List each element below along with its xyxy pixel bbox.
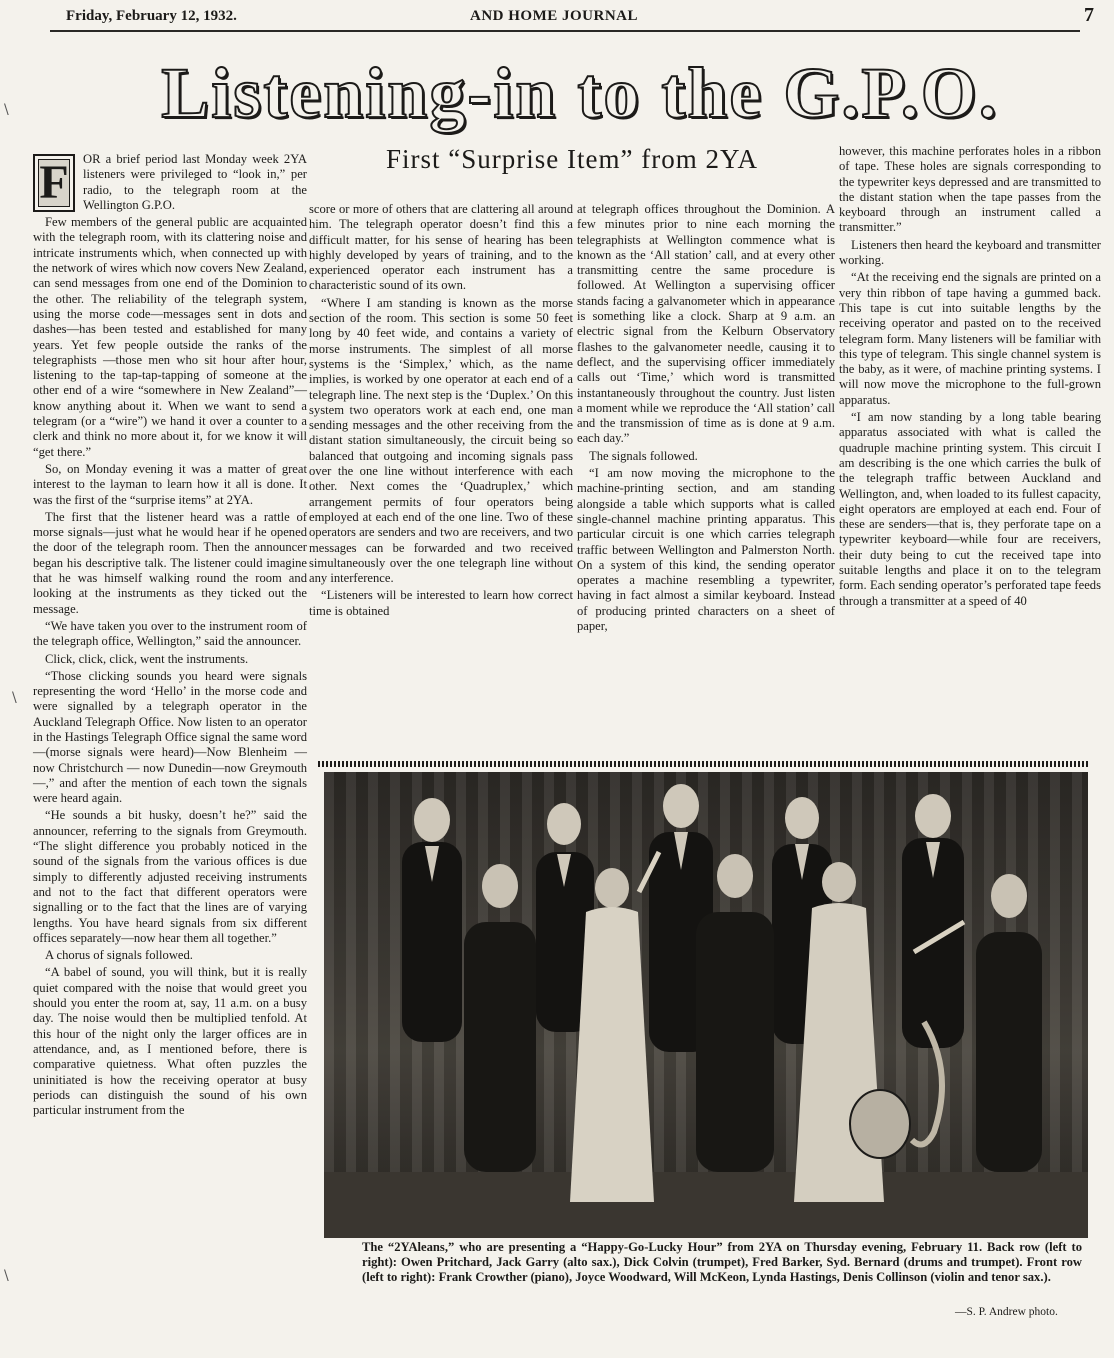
- column-1-paragraphs: [33, 152, 307, 1118]
- issue-date: Friday, February 12, 1932.: [66, 8, 237, 24]
- article-column-1: [33, 152, 307, 1120]
- page-number: 7: [1084, 4, 1094, 26]
- paragraph: score or more of others that are clattering all around him. The telegraph operator doesn’t find this a difficult matter, for his sense of hearing has been highly developed by years of training, and to the experienced operator each instrument has a characteristic sound of its own.: [309, 202, 573, 293]
- band-figures: [324, 772, 1088, 1238]
- decorative-divider: [318, 761, 1088, 767]
- margin-mark: \: [12, 690, 17, 706]
- paragraph: at telegraph offices throughout the Dominion. A few minutes prior to nine each morning the telegraphists at Wellington commence what is known as the ‘All station’ call, and at every other transmitting centre the same procedure is followed. At Wellington a supervising officer stands facing a galvanometer which in appearance is something like a clock. Sharp at 9 a.m. an electric signal from the Kelburn Observatory flashes to the galvanometer needle, causing it to deflect, and the supervising officer immediately calls out ‘Time,’ which word is transmitted instantaneously throughout the country. Just listen a moment while we reproduce the ‘All station’ call and the transmission of time as is done at 9 a.m. each day.”: [577, 202, 835, 446]
- paragraph: “Those clicking sounds you heard were signals representing the word ‘Hello’ in the morse code and were signalled by a telegraph operator in the Auckland Telegraph Office. Now listen to an operator in the Hastings Telegraph Office signal the same word —(morse signals were heard)—Now Blenheim — now Christchurch — now Dunedin—now Greymouth—,” and after the mention of each town the signals were heard again.: [33, 668, 307, 806]
- drop-cap: F: [33, 154, 75, 212]
- article-subtitle: First “Surprise Item” from 2YA: [386, 144, 758, 174]
- paragraph: “Listeners will be interested to learn how correct time is obtained: [309, 588, 573, 618]
- paragraph: “Where I am standing is known as the morse section of the room. This section is some 50 feet long by 40 feet wide, and contains a variety of morse instruments. The simplest of all morse systems is the ‘Simplex,’ which, as the name implies, is worked by one operator at each end of a telegraph line. The next step is the ‘Duplex.’ On this system two operators work at each end, one man sending messages and the other receiving from the distant station simultaneously, the circuit being so balanced that outgoing and incoming signals pass over the one line without interference with each other. Next comes the ‘Quadruplex,’ which arrangement permits of four operators being employed at each end of the one line. Two of these operators are senders and two are receivers, and two messages can be forwarded and two received simultaneously over the one telegraph line without any interference.: [309, 295, 573, 586]
- margin-mark: \: [4, 102, 9, 118]
- paragraph: Listeners then heard the keyboard and transmitter working.: [839, 237, 1101, 268]
- paragraph: A chorus of signals followed.: [45, 948, 193, 963]
- article-column-4: [839, 144, 1101, 611]
- paragraph: “I am now moving the microphone to the machine-printing section, and am standing alongside a table which supports what is called single-channel machine printing apparatus. This particular circuit is one which carries telegraph traffic between Wellington and Palmerston North. On a system of this kind, the sending operator operates a machine resembling a typewriter, having in fact almost a similar keyboard. Instead of producing printed characters on a sheet of paper,: [577, 466, 835, 634]
- article-title: Listening-in to the G.P.O.: [161, 53, 999, 133]
- photo-caption: The “2YAleans,” who are presenting a “Happy-Go-Lucky Hour” from 2YA on Thursday evening, February 11. Back row (left to right): Owen Pritchard, Jack Garry (alto sax.), Dick Colvin (trumpet), Fred Barker, Syd. Bernard (drums and trumpet). Front row (left to right): Frank Crowther (piano), Joyce Woodward, Will McKeon, Lynda Hastings, Denis Collinson (violin and tenor sax.).: [362, 1240, 1082, 1284]
- article-column-2: [309, 202, 573, 621]
- paragraph: Few members of the general public are acquainted with the telegraph room, with its clattering noise and intricate instruments which, when connected up with the network of wires which now covers New Zealand, can send messages from one end of the Dominion to the other. The reliability of the telegraph system, using the morse code—messages sent in dots and dashes—has been tested and established for many years. Yet few people outside the ranks of the telegraphists —those men who sit hour after hour, listening to the tap-tap-tapping of someone at the other end of a wire “somewhere in New Zealand”—know anything about it. When we want to send a telegram (or a “wire”) we hand it over a counter to a clerk and think no more about it, for we know it will “get there.”: [33, 215, 307, 459]
- paragraph: The signals followed.: [589, 448, 698, 463]
- paragraph: So, on Monday evening it was a matter of great interest to the layman to learn how it all is done. It was the first of the “surprise items” at 2YA.: [33, 461, 307, 507]
- journal-name: AND HOME JOURNAL: [470, 8, 638, 24]
- paragraph: OR a brief period last Monday week 2YA listeners were privileged to “look in,” per radio, to the telegraph room at the Wellington G.P.O.: [83, 152, 307, 212]
- paragraph: The first that the listener heard was a rattle of morse signals—just what he would hear if he opened the door of the telegraph room. Then the announcer began his descriptive talk. The listener could imagine that he was himself walking round the room and looking at the instruments as they ticked out the message.: [33, 509, 307, 616]
- page-header: [60, 4, 1094, 28]
- photo-credit: —S. P. Andrew photo.: [955, 1306, 1058, 1318]
- paragraph: “I am now standing by a long table bearing apparatus associated with what is called the quadruple machine printing system. This circuit I am describing is the one which carries the bulk of the telegraph traffic between Auckland and Wellington, and, when loaded to its fullest capacity, eight operators are employed at each end. Four of these are senders—that is, they perforate tape on a typewriter keyboard—while four are receivers, their duty being to cut the received tape into suitable lengths and place it on to the telegram form. Each sending operator’s perforated tape feeds through a transmitter at a speed of 40: [839, 410, 1101, 608]
- paragraph: “At the receiving end the signals are printed on a very thin ribbon of tape having a gummed back. This tape is cut into suitable lengths by the receiving operator and pasted on to the received telegram form. Many listeners will be familiar with this type of telegram. This single channel system is the baby, as it were, of machine printing systems. I will now move the microphone to the full-grown apparatus.: [839, 270, 1101, 407]
- article-column-3: [577, 202, 835, 636]
- paragraph: “We have taken you over to the instrument room of the telegraph office, Wellington,” said the announcer.: [33, 618, 307, 649]
- paragraph: “He sounds a bit husky, doesn’t he?” said the announcer, referring to the signals from Greymouth. “The slight difference you probably noticed in the sound of the signals from the various offices is due simply to differently adjusted receiving instruments and not to the fact that different operators were signalling or to the fact that the lines are of varying lengths. You have heard signals from six different offices separately—now hear them all together.”: [33, 808, 307, 945]
- paragraph: “A babel of sound, you will think, but it is really quiet compared with the noise that would greet you should you enter the room at, say, 11 a.m. on a busy day. The noise would then be multiplied tenfold. At this hour of the night only the larger offices are in attendance, and, as I mentioned before, there is comparative quietness. What often puzzles the uninitiated is how the receiving operator at busy periods can distinguish the sound of his own particular instrument from the: [33, 965, 307, 1118]
- header-rule: [50, 30, 1080, 32]
- band-photo: [324, 772, 1088, 1238]
- paragraph: Click, click, click, went the instruments.: [45, 651, 249, 666]
- margin-mark: \: [4, 1268, 9, 1284]
- paragraph: however, this machine perforates holes in a ribbon of tape. These holes are signals corresponding to the typewriter keys depressed and are transmitted to the distant station when the tape passes from the keyboard through an instrument called a transmitter.”: [839, 144, 1101, 235]
